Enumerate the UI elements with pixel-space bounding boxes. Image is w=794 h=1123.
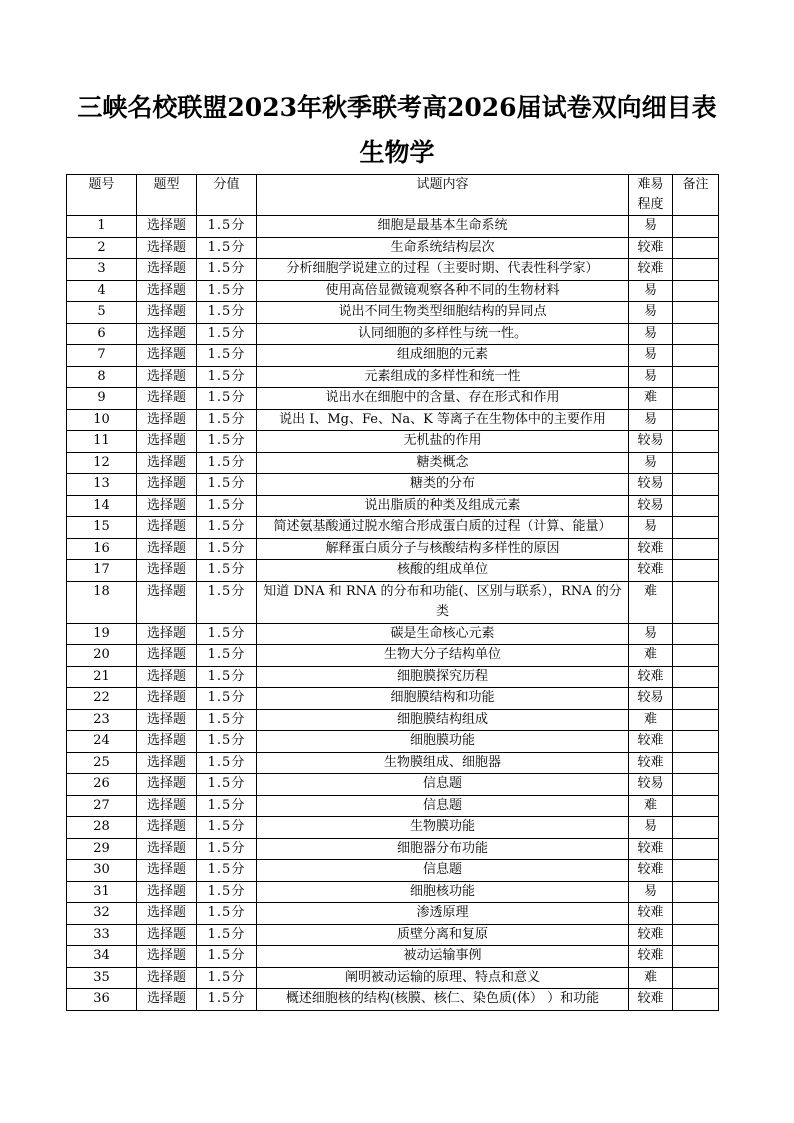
header-difficulty — [629, 175, 673, 216]
cell-note — [673, 452, 719, 474]
cell-difficulty: 易 — [629, 881, 673, 903]
cell-score: 1.5分 — [197, 623, 257, 645]
table-row — [67, 280, 719, 302]
cell-note — [673, 495, 719, 517]
cell-type: 选择题 — [137, 688, 197, 710]
cell-content: 糖类的分布 — [257, 474, 629, 496]
cell-type: 选择题 — [137, 366, 197, 388]
cell-difficulty: 易 — [629, 817, 673, 839]
cell-score: 1.5分 — [197, 517, 257, 539]
table-row — [67, 688, 719, 710]
cell-note — [673, 645, 719, 667]
cell-type: 选择题 — [137, 731, 197, 753]
cell-score: 1.5分 — [197, 838, 257, 860]
cell-score: 1.5分 — [197, 709, 257, 731]
cell-note — [673, 366, 719, 388]
cell-type: 选择题 — [137, 452, 197, 474]
cell-type: 选择题 — [137, 752, 197, 774]
cell-no: 29 — [67, 838, 137, 860]
cell-score: 1.5分 — [197, 881, 257, 903]
cell-difficulty: 易 — [629, 452, 673, 474]
cell-note — [673, 903, 719, 925]
cell-content: 信息题 — [257, 795, 629, 817]
cell-content: 生物膜功能 — [257, 817, 629, 839]
cell-no: 28 — [67, 817, 137, 839]
cell-content: 信息题 — [257, 860, 629, 882]
cell-note — [673, 623, 719, 645]
cell-no: 20 — [67, 645, 137, 667]
cell-difficulty: 难 — [629, 967, 673, 989]
cell-content: 阐明被动运输的原理、特点和意义 — [257, 967, 629, 989]
cell-note — [673, 302, 719, 324]
cell-type: 选择题 — [137, 538, 197, 560]
table-row — [67, 560, 719, 582]
table-row — [67, 795, 719, 817]
cell-content: 认同细胞的多样性与统一性。 — [257, 323, 629, 345]
cell-content: 解释蛋白质分子与核酸结构多样性的原因 — [257, 538, 629, 560]
cell-score: 1.5分 — [197, 924, 257, 946]
cell-type: 选择题 — [137, 259, 197, 281]
cell-type: 选择题 — [137, 709, 197, 731]
cell-difficulty: 较易 — [629, 431, 673, 453]
cell-difficulty: 较难 — [629, 666, 673, 688]
cell-difficulty: 较难 — [629, 560, 673, 582]
cell-no: 17 — [67, 560, 137, 582]
cell-content: 细胞膜探究历程 — [257, 666, 629, 688]
cell-content: 细胞膜功能 — [257, 731, 629, 753]
cell-note — [673, 795, 719, 817]
table-row — [67, 259, 719, 281]
cell-difficulty: 较难 — [629, 946, 673, 968]
table-body — [67, 216, 719, 1011]
cell-content: 说出脂质的种类及组成元素 — [257, 495, 629, 517]
cell-score: 1.5分 — [197, 688, 257, 710]
cell-note — [673, 860, 719, 882]
cell-content: 说出水在细胞中的含量、存在形式和作用 — [257, 388, 629, 410]
cell-difficulty: 易 — [629, 302, 673, 324]
cell-no: 8 — [67, 366, 137, 388]
cell-no: 1 — [67, 216, 137, 238]
cell-note — [673, 817, 719, 839]
cell-no: 22 — [67, 688, 137, 710]
cell-type: 选择题 — [137, 216, 197, 238]
cell-score: 1.5分 — [197, 280, 257, 302]
cell-note — [673, 388, 719, 410]
cell-score: 1.5分 — [197, 752, 257, 774]
header-difficulty-line1: 难易 — [637, 177, 664, 192]
cell-content: 碳是生命核心元素 — [257, 623, 629, 645]
cell-note — [673, 409, 719, 431]
header-difficulty-line2: 程度 — [637, 197, 664, 212]
cell-no: 21 — [67, 666, 137, 688]
cell-content: 组成细胞的元素 — [257, 345, 629, 367]
cell-type: 选择题 — [137, 388, 197, 410]
table-row — [67, 924, 719, 946]
cell-content: 渗透原理 — [257, 903, 629, 925]
cell-score: 1.5分 — [197, 366, 257, 388]
table-row — [67, 431, 719, 453]
cell-no: 23 — [67, 709, 137, 731]
cell-content: 概述细胞核的结构(核膜、核仁、染色质(体） ）和功能 — [257, 989, 629, 1011]
cell-content: 细胞是最基本生命系统 — [257, 216, 629, 238]
cell-note — [673, 538, 719, 560]
table-row — [67, 366, 719, 388]
cell-note — [673, 431, 719, 453]
table-row — [67, 752, 719, 774]
table-row — [67, 860, 719, 882]
cell-no: 11 — [67, 431, 137, 453]
cell-no: 19 — [67, 623, 137, 645]
cell-difficulty: 较难 — [629, 538, 673, 560]
cell-type: 选择题 — [137, 967, 197, 989]
cell-score: 1.5分 — [197, 860, 257, 882]
cell-type: 选择题 — [137, 517, 197, 539]
cell-no: 6 — [67, 323, 137, 345]
cell-type: 选择题 — [137, 280, 197, 302]
cell-type: 选择题 — [137, 645, 197, 667]
cell-note — [673, 216, 719, 238]
cell-content: 糖类概念 — [257, 452, 629, 474]
header-note: 备注 — [673, 175, 719, 216]
cell-difficulty: 易 — [629, 623, 673, 645]
cell-difficulty: 较难 — [629, 731, 673, 753]
cell-type: 选择题 — [137, 946, 197, 968]
cell-type: 选择题 — [137, 860, 197, 882]
cell-difficulty: 易 — [629, 216, 673, 238]
table-row — [67, 623, 719, 645]
table-row — [67, 838, 719, 860]
cell-no: 32 — [67, 903, 137, 925]
cell-no: 34 — [67, 946, 137, 968]
cell-score: 1.5分 — [197, 731, 257, 753]
cell-content: 核酸的组成单位 — [257, 560, 629, 582]
cell-note — [673, 666, 719, 688]
cell-content: 使用高倍显微镜观察各种不同的生物材料 — [257, 280, 629, 302]
cell-difficulty: 较难 — [629, 752, 673, 774]
cell-type: 选择题 — [137, 666, 197, 688]
cell-score: 1.5分 — [197, 967, 257, 989]
table-row — [67, 474, 719, 496]
cell-score: 1.5分 — [197, 666, 257, 688]
cell-type: 选择题 — [137, 560, 197, 582]
cell-no: 7 — [67, 345, 137, 367]
cell-difficulty: 易 — [629, 517, 673, 539]
cell-no: 14 — [67, 495, 137, 517]
table-row — [67, 538, 719, 560]
cell-difficulty: 较难 — [629, 903, 673, 925]
cell-score: 1.5分 — [197, 216, 257, 238]
cell-no: 13 — [67, 474, 137, 496]
cell-content: 元素组成的多样性和统一性 — [257, 366, 629, 388]
cell-no: 9 — [67, 388, 137, 410]
table-row — [67, 495, 719, 517]
cell-type: 选择题 — [137, 774, 197, 796]
cell-type: 选择题 — [137, 838, 197, 860]
header-no: 题号 — [67, 175, 137, 216]
cell-note — [673, 989, 719, 1011]
cell-score: 1.5分 — [197, 431, 257, 453]
cell-content: 生物膜组成、细胞器 — [257, 752, 629, 774]
cell-type: 选择题 — [137, 323, 197, 345]
cell-content: 生物大分子结构单位 — [257, 645, 629, 667]
table-row — [67, 237, 719, 259]
header-score: 分值 — [197, 175, 257, 216]
cell-type: 选择题 — [137, 345, 197, 367]
cell-note — [673, 560, 719, 582]
cell-note — [673, 946, 719, 968]
cell-difficulty: 较难 — [629, 259, 673, 281]
cell-type: 选择题 — [137, 989, 197, 1011]
cell-no: 4 — [67, 280, 137, 302]
table-row — [67, 817, 719, 839]
table-row — [67, 323, 719, 345]
cell-note — [673, 323, 719, 345]
table-row — [67, 302, 719, 324]
cell-note — [673, 731, 719, 753]
cell-type: 选择题 — [137, 623, 197, 645]
cell-score: 1.5分 — [197, 323, 257, 345]
table-row — [67, 709, 719, 731]
cell-difficulty: 难 — [629, 388, 673, 410]
cell-note — [673, 881, 719, 903]
cell-score: 1.5分 — [197, 237, 257, 259]
cell-type: 选择题 — [137, 409, 197, 431]
cell-score: 1.5分 — [197, 345, 257, 367]
cell-score: 1.5分 — [197, 302, 257, 324]
table-row — [67, 388, 719, 410]
cell-no: 30 — [67, 860, 137, 882]
cell-note — [673, 259, 719, 281]
cell-difficulty: 较难 — [629, 924, 673, 946]
cell-difficulty: 难 — [629, 645, 673, 667]
cell-note — [673, 924, 719, 946]
cell-score: 1.5分 — [197, 774, 257, 796]
table-row — [67, 989, 719, 1011]
cell-type: 选择题 — [137, 924, 197, 946]
table-row — [67, 452, 719, 474]
cell-no: 5 — [67, 302, 137, 324]
cell-score: 1.5分 — [197, 989, 257, 1011]
document-title: 三峡名校联盟2023年秋季联考高2026届试卷双向细目表 — [77, 93, 717, 122]
cell-no: 12 — [67, 452, 137, 474]
cell-score: 1.5分 — [197, 560, 257, 582]
cell-difficulty: 较易 — [629, 495, 673, 517]
cell-difficulty: 难 — [629, 709, 673, 731]
cell-content: 简述氨基酸通过脱水缩合形成蛋白质的过程（计算、能量） — [257, 517, 629, 539]
cell-difficulty: 较易 — [629, 688, 673, 710]
cell-no: 36 — [67, 989, 137, 1011]
cell-score: 1.5分 — [197, 817, 257, 839]
cell-score: 1.5分 — [197, 903, 257, 925]
cell-no: 15 — [67, 517, 137, 539]
cell-score: 1.5分 — [197, 538, 257, 560]
cell-no: 33 — [67, 924, 137, 946]
cell-no: 25 — [67, 752, 137, 774]
table-row — [67, 345, 719, 367]
cell-note — [673, 517, 719, 539]
cell-difficulty: 较难 — [629, 860, 673, 882]
table-row — [67, 517, 719, 539]
cell-no: 18 — [67, 581, 137, 623]
table-row — [67, 409, 719, 431]
cell-content: 说出不同生物类型细胞结构的异同点 — [257, 302, 629, 324]
cell-no: 2 — [67, 237, 137, 259]
cell-difficulty: 较易 — [629, 774, 673, 796]
cell-type: 选择题 — [137, 302, 197, 324]
cell-difficulty: 易 — [629, 345, 673, 367]
cell-content: 信息题 — [257, 774, 629, 796]
cell-content: 知道 DNA 和 RNA 的分布和功能(、区别与联系），RNA 的分类 — [257, 581, 629, 623]
cell-content: 生命系统结构层次 — [257, 237, 629, 259]
cell-content: 说出 I、Mg、Fe、Na、K 等离子在生物体中的主要作用 — [257, 409, 629, 431]
table-row — [67, 903, 719, 925]
document-subtitle: 生物学 — [359, 138, 435, 167]
cell-content: 细胞核功能 — [257, 881, 629, 903]
cell-difficulty: 较易 — [629, 474, 673, 496]
table-row — [67, 967, 719, 989]
table-row — [67, 731, 719, 753]
cell-no: 27 — [67, 795, 137, 817]
cell-content: 细胞器分布功能 — [257, 838, 629, 860]
cell-difficulty: 易 — [629, 323, 673, 345]
header-type: 题型 — [137, 175, 197, 216]
table-row — [67, 216, 719, 238]
cell-no: 35 — [67, 967, 137, 989]
table-header-row — [67, 175, 719, 216]
spec-table — [66, 174, 719, 1011]
cell-note — [673, 709, 719, 731]
table-row — [67, 666, 719, 688]
cell-no: 31 — [67, 881, 137, 903]
cell-difficulty: 较难 — [629, 989, 673, 1011]
cell-note — [673, 774, 719, 796]
cell-type: 选择题 — [137, 903, 197, 925]
cell-note — [673, 474, 719, 496]
cell-type: 选择题 — [137, 581, 197, 623]
cell-content: 细胞膜结构和功能 — [257, 688, 629, 710]
cell-score: 1.5分 — [197, 495, 257, 517]
cell-type: 选择题 — [137, 495, 197, 517]
cell-difficulty: 易 — [629, 280, 673, 302]
cell-note — [673, 688, 719, 710]
cell-difficulty: 易 — [629, 409, 673, 431]
table-row — [67, 645, 719, 667]
cell-type: 选择题 — [137, 431, 197, 453]
cell-content: 无机盐的作用 — [257, 431, 629, 453]
cell-content: 质壁分离和复原 — [257, 924, 629, 946]
cell-score: 1.5分 — [197, 409, 257, 431]
table-row — [67, 946, 719, 968]
cell-type: 选择题 — [137, 237, 197, 259]
cell-no: 10 — [67, 409, 137, 431]
cell-score: 1.5分 — [197, 946, 257, 968]
cell-score: 1.5分 — [197, 388, 257, 410]
cell-difficulty: 易 — [629, 366, 673, 388]
cell-content: 细胞膜结构组成 — [257, 709, 629, 731]
cell-score: 1.5分 — [197, 452, 257, 474]
cell-score: 1.5分 — [197, 645, 257, 667]
table-row — [67, 581, 719, 623]
cell-score: 1.5分 — [197, 581, 257, 623]
cell-content: 分析细胞学说建立的过程（主要时期、代表性科学家） — [257, 259, 629, 281]
cell-no: 26 — [67, 774, 137, 796]
cell-score: 1.5分 — [197, 259, 257, 281]
cell-score: 1.5分 — [197, 474, 257, 496]
header-content: 试题内容 — [257, 175, 629, 216]
cell-note — [673, 752, 719, 774]
cell-note — [673, 581, 719, 623]
cell-difficulty: 难 — [629, 795, 673, 817]
cell-difficulty: 难 — [629, 581, 673, 623]
table-row — [67, 774, 719, 796]
cell-type: 选择题 — [137, 817, 197, 839]
cell-note — [673, 967, 719, 989]
cell-note — [673, 280, 719, 302]
cell-type: 选择题 — [137, 474, 197, 496]
cell-note — [673, 237, 719, 259]
cell-no: 24 — [67, 731, 137, 753]
cell-difficulty: 较难 — [629, 838, 673, 860]
cell-note — [673, 838, 719, 860]
cell-note — [673, 345, 719, 367]
table-row — [67, 881, 719, 903]
cell-no: 3 — [67, 259, 137, 281]
cell-score: 1.5分 — [197, 795, 257, 817]
cell-content: 被动运输事例 — [257, 946, 629, 968]
cell-difficulty: 较难 — [629, 237, 673, 259]
cell-type: 选择题 — [137, 795, 197, 817]
cell-no: 16 — [67, 538, 137, 560]
cell-type: 选择题 — [137, 881, 197, 903]
